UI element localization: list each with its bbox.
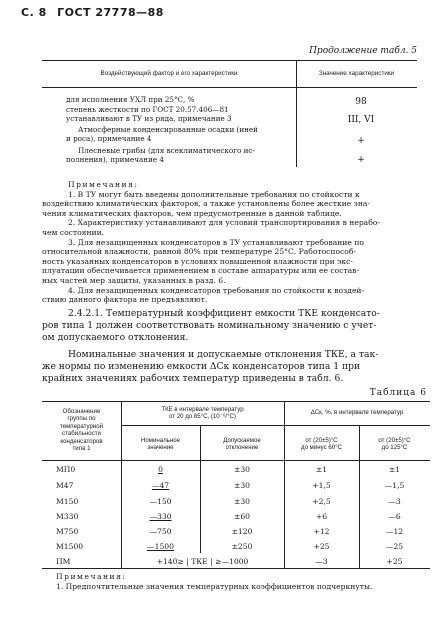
table6-low-header: от (20±5)°С до минус 60°С [301, 437, 342, 452]
page-header [21, 6, 164, 19]
table5-value: + [357, 136, 365, 146]
table6-group-header: Обозначение группы по температурной стабильности конденсаторов типа 1 [59, 408, 104, 453]
table6-label: Таблица 6 [369, 388, 427, 398]
table5-row-text: Плесневые грибы (для всеклиматического ис- полнения), примечание 4 [66, 146, 255, 165]
notes-title: Примечания: [56, 572, 127, 581]
table5-row-text: степень жесткости по ГОСТ 20.57.406—81 устанавливают в ТУ из ряда, примечание 3 [66, 105, 232, 124]
table5-value: + [357, 155, 365, 165]
page-number: С. 8 [21, 6, 47, 19]
table6-deviation-header: Допускаемое отклонение [223, 437, 261, 452]
notes-block-2: Примечания: 1. Предпочтительные значения температурных коэффициентов подчеркнуты. [42, 572, 432, 591]
paragraph-tke-values: Номинальные значения и допускаемые отклонения ТКЕ, а так- же нормы по изменению емкости ΔCк конденсаторов типа 1 при крайних значениях рабочих температур приведены в табл. 6. [42, 349, 379, 385]
notes-title: Примечания: [68, 180, 139, 189]
table5-col1-header: Воздействующий фактор и его характеристики [100, 70, 238, 77]
table5-row-text: Атмосферные конденсированные осадки (иней и роса), примечание 4 [66, 125, 258, 144]
table5-value: 98 [355, 97, 367, 107]
table5-value: III, VI [347, 115, 375, 125]
table-continuation: Продолжение табл. 5 [309, 46, 417, 56]
table5-col2-header: Значение характеристики [318, 70, 395, 77]
table6-dc-header: ΔCк, %, в интервале температур [310, 409, 404, 416]
table6-high-header: от (20±5)°С до 125°С [378, 437, 411, 452]
table5-row-text: для исполнения УХЛ при 25°С, % [66, 95, 195, 104]
notes-block-1: Примечания: 1. В ТУ могут быть введены дополнительные требования по стойкости к воздействию климатических факторов, а также установлены более жесткие зна- чения климатических факторов, чем предусмотренные в данной таблице. 2. Характеристику устанавливают для условий транспортирования в нерабо- чем состоянии. 3. Для незащищенных конденсаторов в ТУ устанавливают требование по относительной влажности, равной 80% при температуре 25°С. Работоспособ- ность указанных конденсаторов в условиях повышенной влажности при экс- плуатации обеспечивается применением в составе аппаратуры или ее состав- ных частей мер защиты, указанных в разд. 6. 4. Для незащищенных конденсаторов требования по стойкости к воздей- ствию данного фактора не предъявляют. [42, 180, 422, 305]
table6-nominal-header: Номинальное значение [140, 437, 180, 452]
table6-tke-header: ТКЕ в интервале температур от 20 до 85°С, (10⁻⁶/°С) [161, 406, 244, 421]
standard-number: ГОСТ 27778—88 [57, 6, 164, 19]
paragraph-tke: 2.4.2.1. Температурный коэффициент емкости ТКЕ конденсато- ров типа 1 должен соответствовать номинальному значению с учет- ом допускаемого отклонения. [42, 308, 380, 344]
